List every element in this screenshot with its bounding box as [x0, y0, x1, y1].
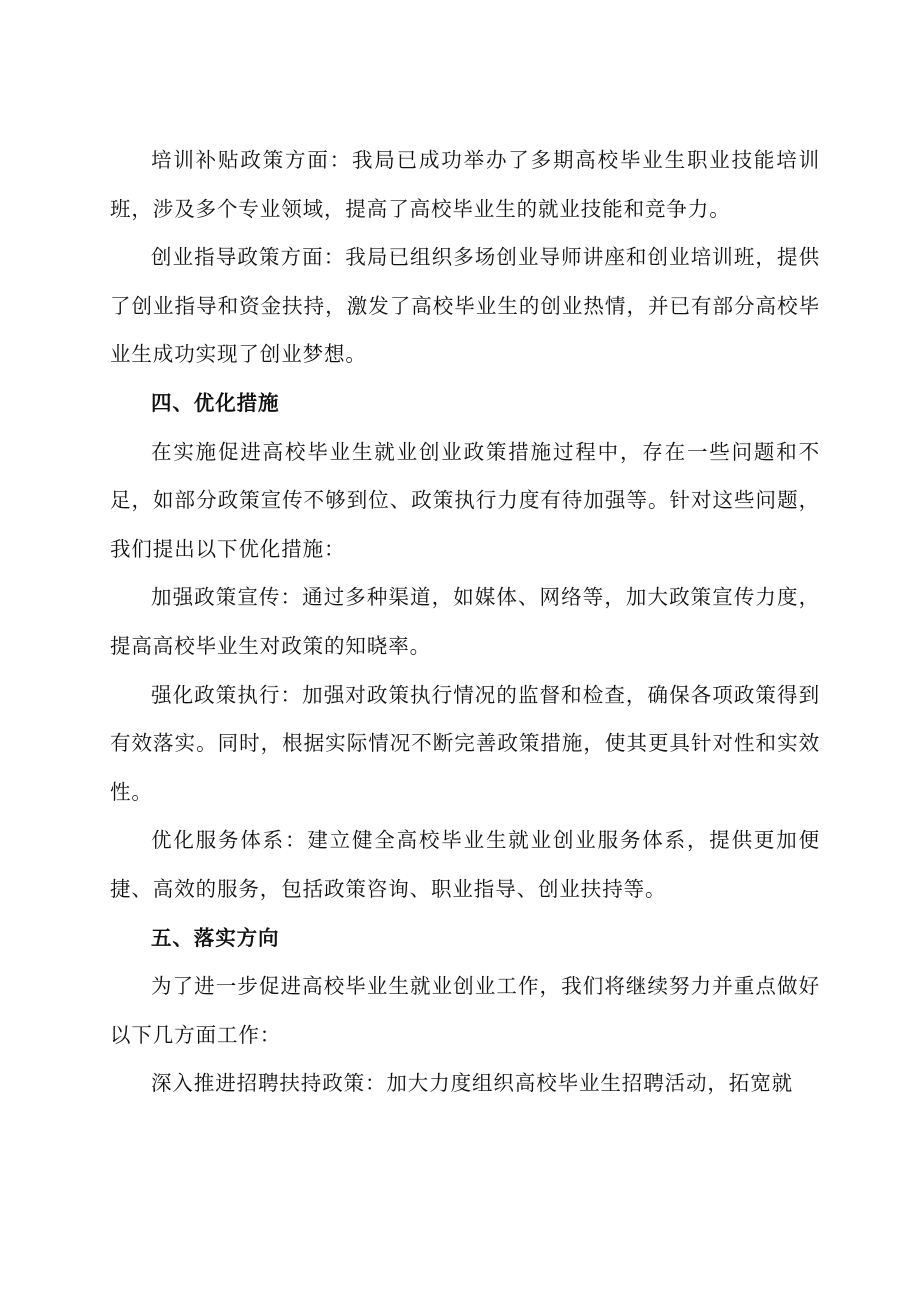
section-heading-implementation: 五、落实方向: [151, 925, 280, 950]
paragraph-training-subsidy: 培训补贴政策方面：我局已成功举办了多期高校毕业生职业技能培训班，涉及多个专业领域，提高了高校毕业生的就业技能和竞争力。: [110, 148, 820, 221]
paragraph-implementation-intro: 为了进一步促进高校毕业生就业创业工作，我们将继续努力并重点做好以下几方面工作：: [110, 974, 820, 1047]
paragraph-policy-publicity: 加强政策宣传：通过多种渠道，如媒体、网络等，加大政策宣传力度，提高高校毕业生对政策的知晓率。: [110, 585, 820, 658]
paragraph-entrepreneurship-guidance: 创业指导政策方面：我局已组织多场创业导师讲座和创业培训班，提供了创业指导和资金扶持，激发了高校毕业生的创业热情，并已有部分高校毕业生成功实现了创业梦想。: [110, 245, 820, 367]
paragraph-recruitment-support: 深入推进招聘扶持政策：加大力度组织高校毕业生招聘活动，拓宽就: [151, 1071, 793, 1096]
paragraph-service-system: 优化服务体系：建立健全高校毕业生就业创业服务体系，提供更加便捷、高效的服务，包括政策咨询、职业指导、创业扶持等。: [110, 828, 820, 901]
paragraph-optimization-intro: 在实施促进高校毕业生就业创业政策措施过程中，存在一些问题和不足，如部分政策宣传不够到位、政策执行力度有待加强等。针对这些问题，我们提出以下优化措施：: [110, 439, 820, 561]
paragraph-policy-execution: 强化政策执行：加强对政策执行情况的监督和检查，确保各项政策得到有效落实。同时，根据实际情况不断完善政策措施，使其更具针对性和实效性。: [110, 682, 820, 804]
section-heading-optimization: 四、优化措施: [151, 390, 280, 415]
